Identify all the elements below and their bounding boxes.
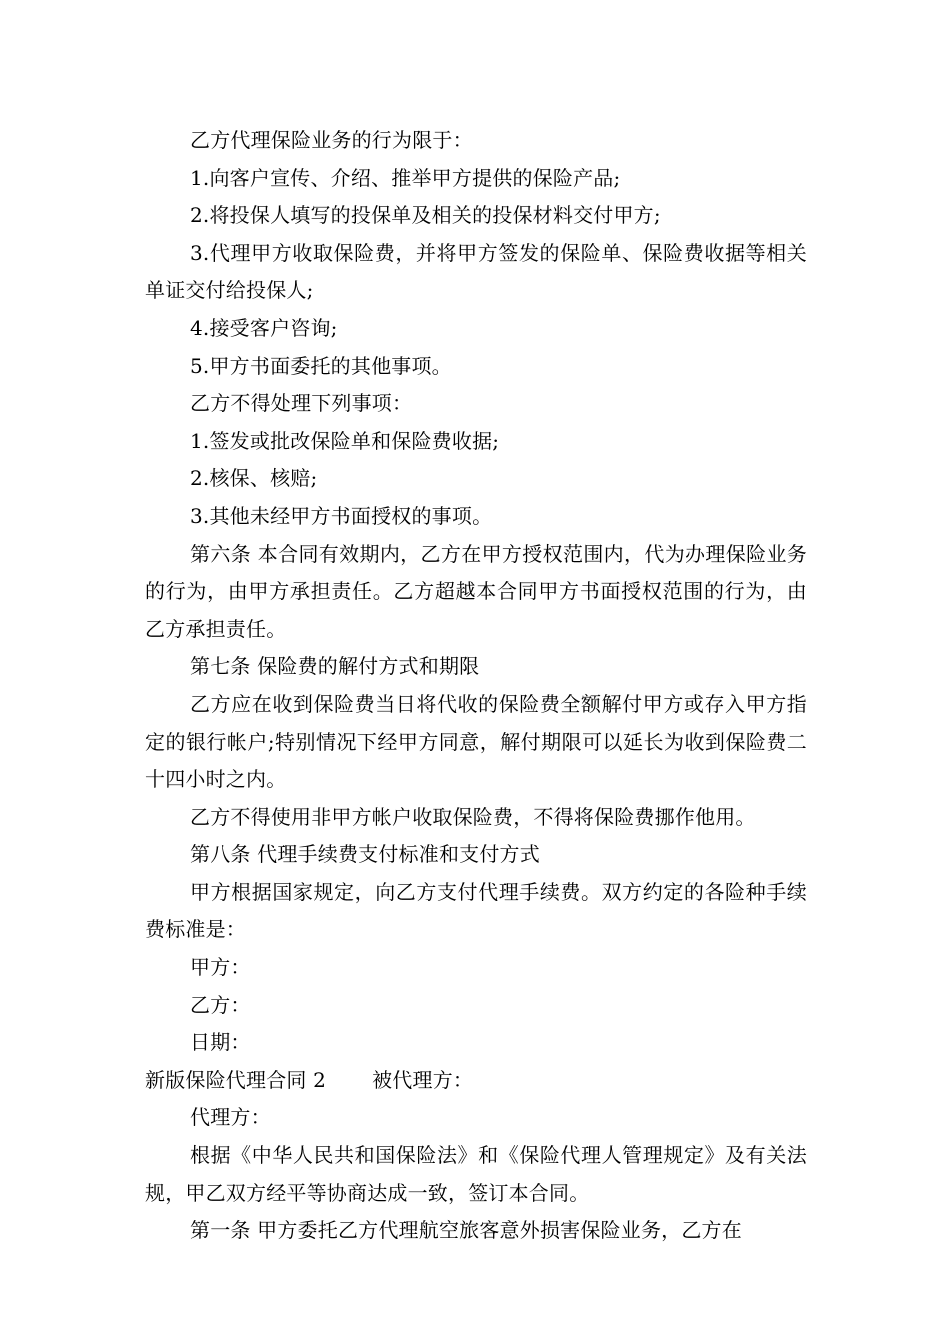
signature-date: 日期： [190,1030,251,1055]
paragraph: 1.签发或批改保险单和保险费收据; [190,428,500,453]
paragraph: 2.将投保人填写的投保单及相关的投保材料交付甲方; [190,203,661,228]
paragraph: 5.甲方书面委托的其他事项。 [190,353,452,378]
paragraph: 甲方根据国家规定，向乙方支付代理手续费。双方约定的各险种手续费标准是： [145,879,807,942]
agent-label: 代理方： [190,1105,271,1130]
paragraph: 2.核保、核赔; [190,466,318,491]
preamble: 根据《中华人民共和国保险法》和《保险代理人管理规定》及有关法规，甲乙双方经平等协商达成一致，签订本合同。 [145,1143,807,1205]
signature-party-b: 乙方： [190,992,251,1017]
principal-label: 被代理方： [372,1067,474,1092]
paragraph: 乙方不得处理下列事项： [190,391,413,416]
paragraph: 乙方不得使用非甲方帐户收取保险费，不得将保险费挪作他用。 [190,804,756,829]
contract-heading-line [145,1062,807,1100]
paragraph: 1.向客户宣传、介绍、推举甲方提供的保险产品; [190,165,621,190]
paragraph: 3.其他未经甲方书面授权的事项。 [190,503,493,528]
contract-title: 新版保险代理合同 2 [145,1067,327,1092]
article-6: 第六条 本合同有效期内，乙方在甲方授权范围内，代为办理保险业务的行为，由甲方承担责任。乙方超越本合同甲方书面授权范围的行为，由乙方承担责任。 [145,541,807,641]
paragraph: 乙方应在收到保险费当日将代收的保险费全额解付甲方或存入甲方指定的银行帐户;特别情况下经甲方同意，解付期限可以延长为收到保险费二十四小时之内。 [145,691,807,792]
paragraph: 3.代理甲方收取保险费，并将甲方签发的保险单、保险费收据等相关单证交付给投保人; [145,240,807,303]
signature-party-a: 甲方： [190,955,251,980]
paragraph: 乙方代理保险业务的行为限于： [190,128,473,152]
document-body [145,122,807,1250]
article-1: 第一条 甲方委托乙方代理航空旅客意外损害保险业务，乙方在 [190,1218,742,1243]
article-8-heading: 第八条 代理手续费支付标准和支付方式 [190,842,540,867]
article-7-heading: 第七条 保险费的解付方式和期限 [190,654,480,679]
paragraph: 4.接受客户咨询; [190,315,338,340]
